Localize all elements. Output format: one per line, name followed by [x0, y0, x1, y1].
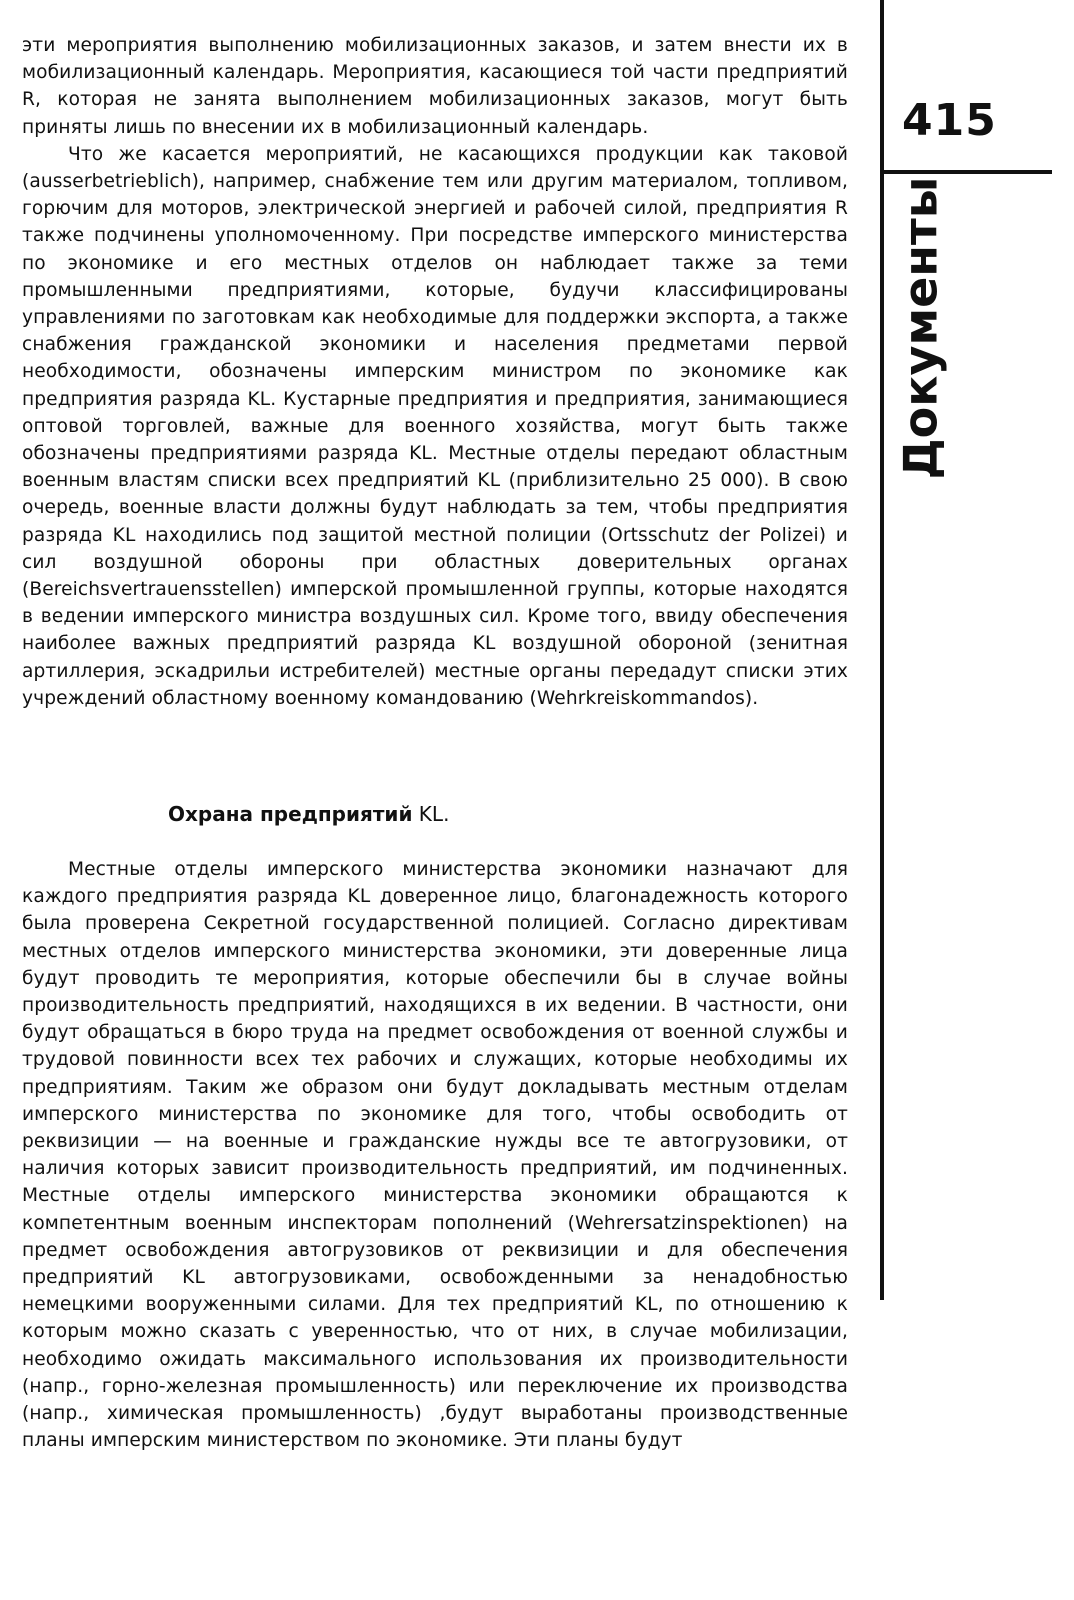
- paragraph-2: Что же касается мероприятий, не касающихся продукции как таковой (ausserbetrieblich), например, снабжение тем или другим материалом, топливом, горючим для моторов, электрической энергией и рабочей силой, предприятия R также подчинены уполномоченному. При посредстве имперского министерства по экономике и его местных отделов он наблюдает также за теми промышленными предприятиями, которые, будучи классифицированы управлениями по заготовкам как необходимые для поддержки экспорта, а также снабжения гражданской экономики и населения предметами первой необходимости, обозначены имперским министром по экономике как предприятия разряда KL. Кустарные предприятия и предприятия, занимающиеся оптовой торговлей, важные для военного хозяйства, могут быть также обозначены предприятиями разряда KL. Местные отделы передают областным военным властям списки всех предприятий KL (приблизительно 25 000). В свою очередь, военные власти должны будут наблюдать за тем, чтобы предприятия разряда KL находились под защитой местной полиции (Ortsschutz der Polizei) и сил воздушной обороны при областных доверительных органах (Bereichsvertrauensstellen) имперской промышленной группы, которые находятся в ведении имперского министра воздушных сил. Кроме того, ввиду обеспечения наиболее важных предприятий разряда KL воздушной обороной (зенитная артиллерия, эскадрильи истребителей) местные органы передадут списки этих учреждений областному военному командованию (Wehrkreiskommandos).: [22, 143, 848, 709]
- section-heading-bold: Охрана предприятий: [168, 802, 413, 826]
- section-heading: [168, 800, 449, 828]
- paragraph-3: Местные отделы имперского министерства экономики назначают для каждого предприятия разряда KL доверенное лицо, благонадежность которого была проверена Секретной государственной полицией. Согласно директивам местных отделов имперского министерства экономики, эти доверенные лица будут проводить те мероприятия, которые обеспечили бы в случае войны производительность предприятий, находящихся в их ведении. В частности, они будут обращаться в бюро труда на предмет освобождения от военной службы и трудовой повинности всех тех рабочих и служащих, которые необходимы их предприятиям. Таким же образом они будут докладывать местным отделам имперского министерства по экономике для того, чтобы освободить от реквизиции — на военные и гражданские нужды все те автогрузовики, от наличия которых зависит производительность предприятий, им подчиненных. Местные отделы имперского министерства экономики обращаются к компетентным военным инспекторам пополнений (Wehrersatzinspektionen) на предмет освобождения автогрузовиков от реквизиции и для обеспечения предприятий KL автогрузовиками, освобожденными за ненадобностью немецкими вооруженными силами. Для тех предприятий KL, по отношению к которым можно сказать с уверенностью, что от них, в случае мобилизации, необходимо ожидать максимального использования их производительности (напр., горно-железная промышленность) или переключение их производства (напр., химическая промышленность) ,будут выработаны производственные планы имперским министерством по экономике. Эти планы будут: [22, 859, 848, 1452]
- margin-horizontal-rule: [884, 170, 1052, 174]
- paragraph-1: эти мероприятия выполнению мобилизационных заказов, и затем внести их в мобилизационный календарь. Мероприятия, касающиеся той части предприятий R, которая не занята выполнением мобилизационных заказов, могут быть приняты лишь по внесении их в мобилизационный календарь.: [22, 35, 848, 138]
- section-tab-label: Документы: [893, 176, 947, 480]
- body-text-bottom: [22, 856, 848, 1454]
- section-heading-rest: KL.: [412, 802, 450, 826]
- section-tab: [878, 176, 962, 480]
- page-number: 415: [902, 95, 997, 146]
- body-text-top: [22, 32, 848, 712]
